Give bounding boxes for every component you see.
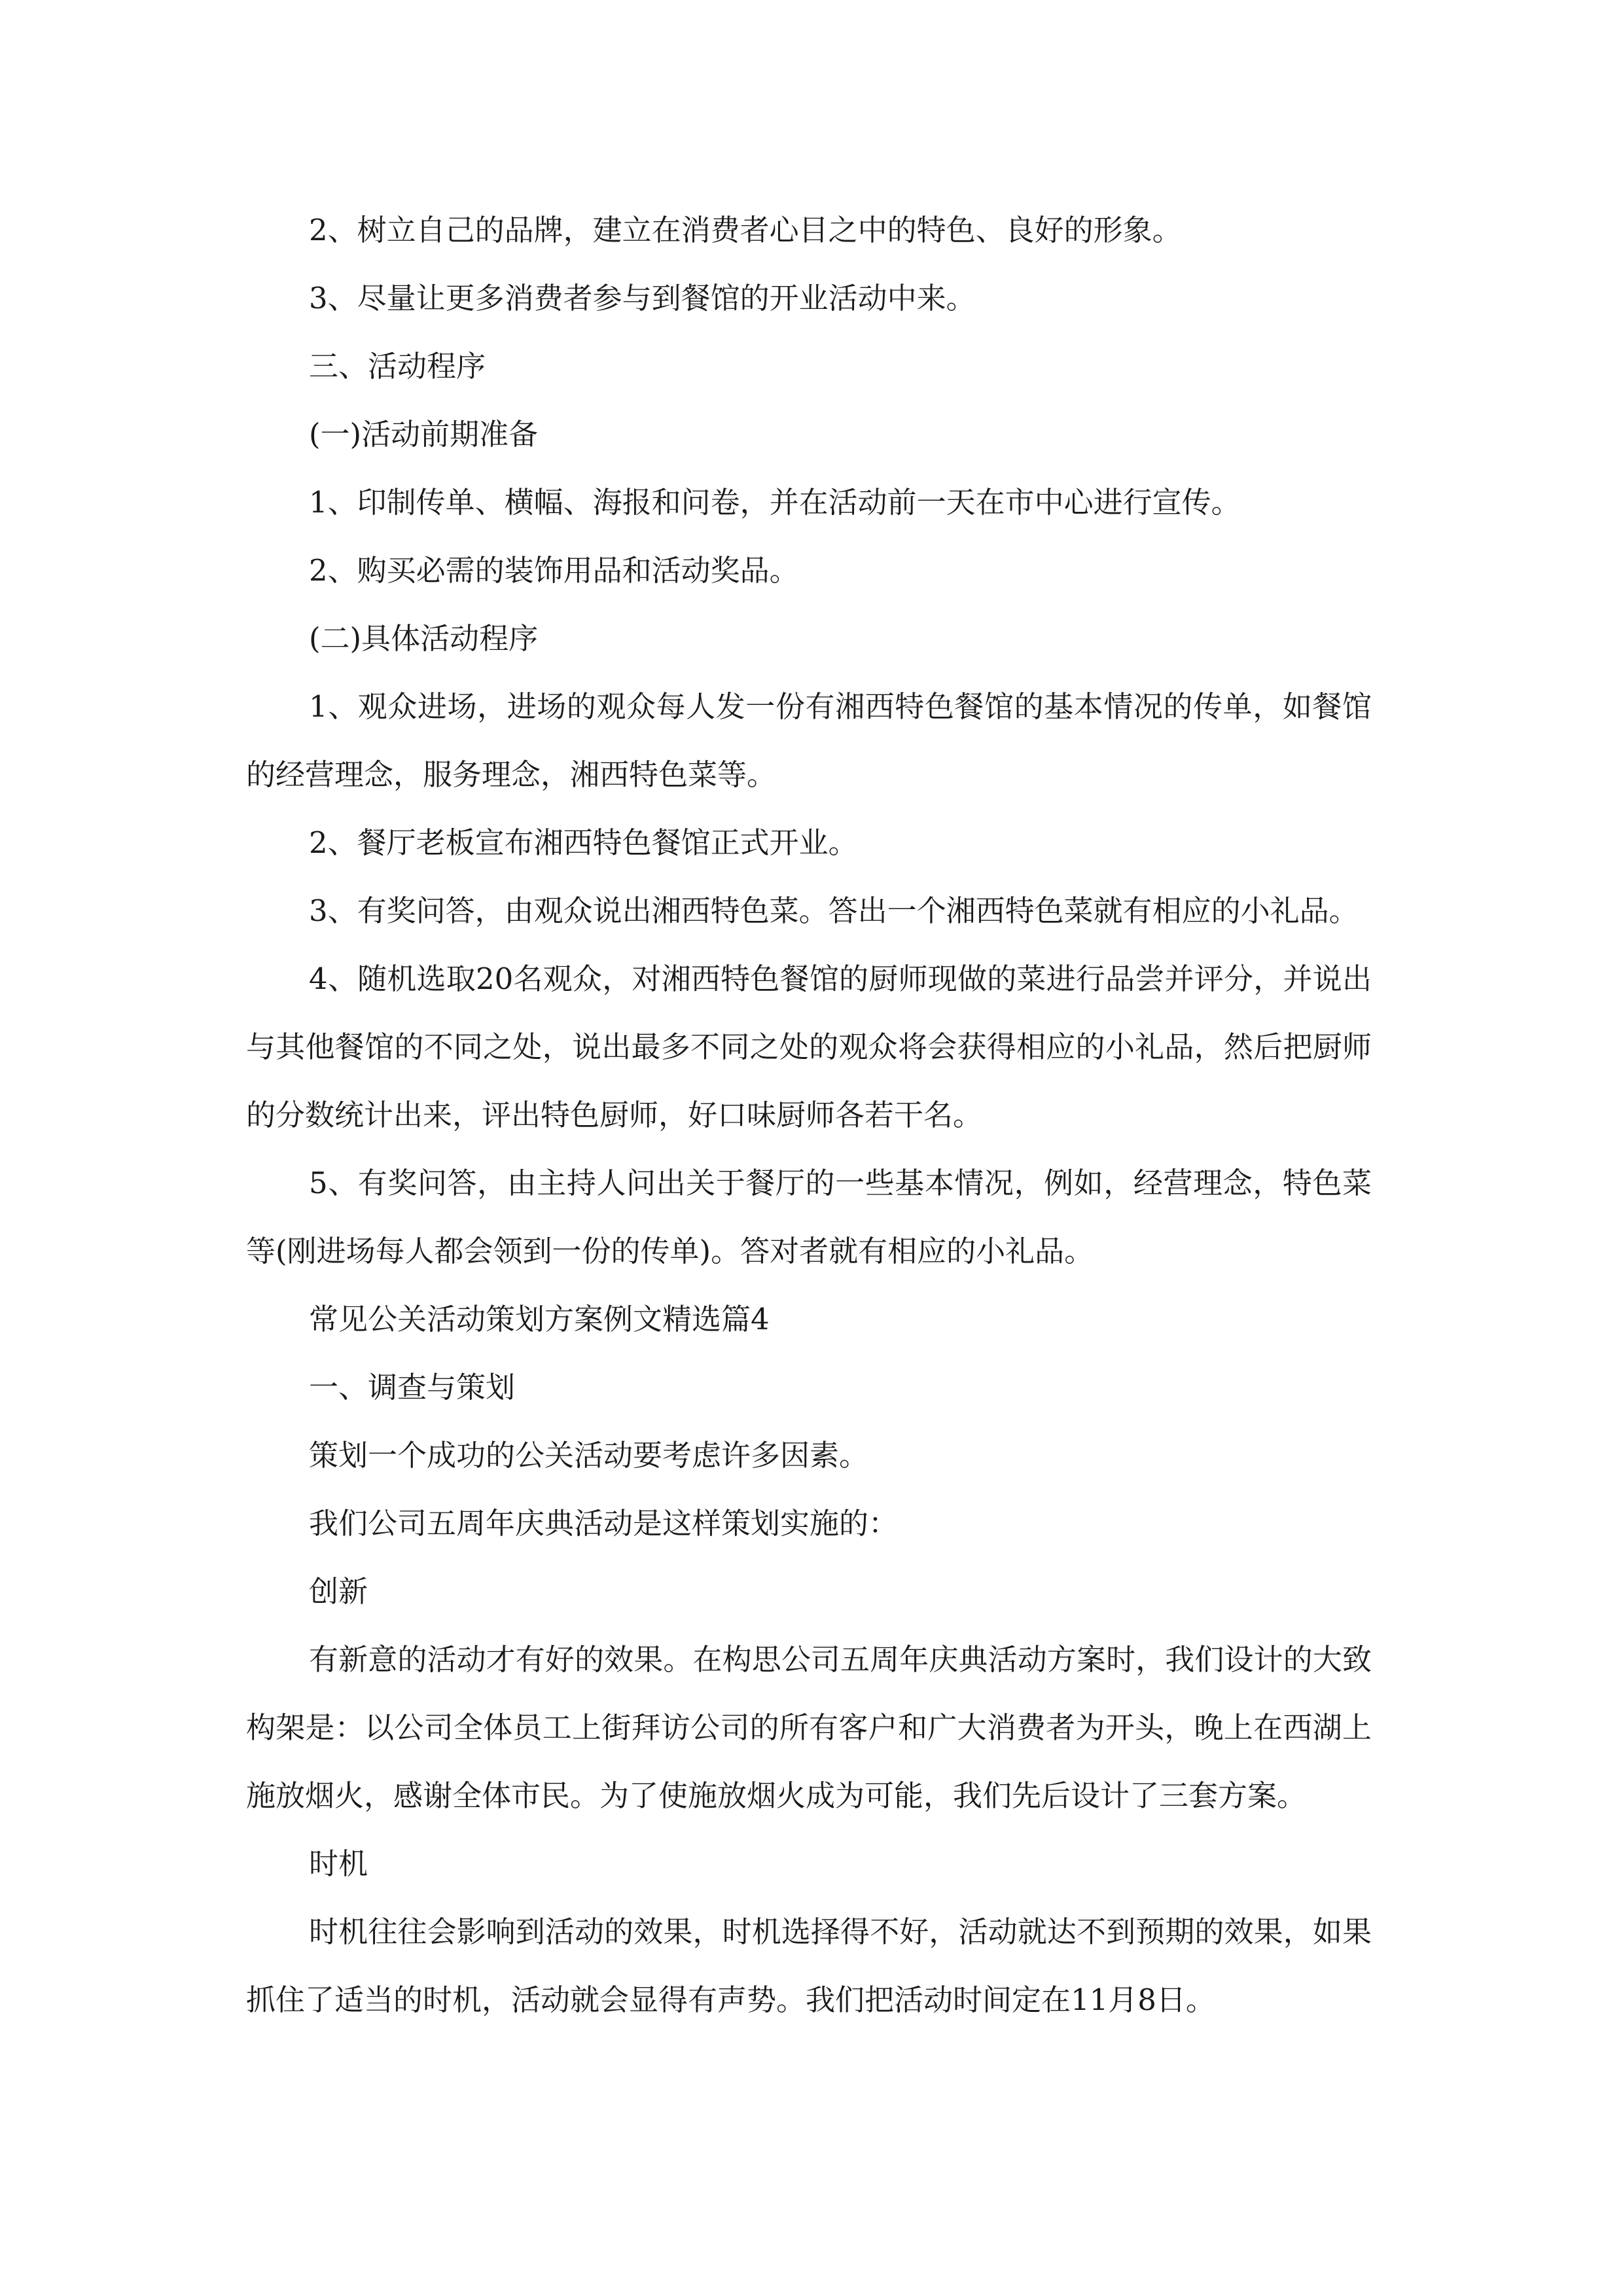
document-body [246, 196, 1372, 2034]
section-heading: 三、活动程序 [309, 349, 486, 384]
subsection-heading: 创新 [309, 1574, 368, 1609]
section-heading: 一、调查与策划 [309, 1370, 516, 1405]
article-title: 常见公关活动策划方案例文精选篇4 [309, 1302, 770, 1336]
paragraph: 4、随机选取20名观众，对湘西特色餐馆的厨师现做的菜进行品尝并评分，并说出与其他餐馆的不同之处，说出最多不同之处的观众将会获得相应的小礼品，然后把厨师的分数统计出来，评出特色厨师，好口味厨师各若干名。 [246, 961, 1372, 1132]
paragraph: 时机往往会影响到活动的效果，时机选择得不好，活动就达不到预期的效果，如果抓住了适当的时机，活动就会显得有声势。我们把活动时间定在11月8日。 [246, 1914, 1372, 2017]
subsection-heading: 时机 [309, 1846, 368, 1881]
subsection-heading: (二)具体活动程序 [309, 621, 539, 656]
paragraph: 3、尽量让更多消费者参与到餐馆的开业活动中来。 [309, 281, 976, 315]
paragraph: 1、观众进场，进场的观众每人发一份有湘西特色餐馆的基本情况的传单，如餐馆的经营理念，服务理念，湘西特色菜等。 [246, 689, 1372, 792]
paragraph: 我们公司五周年庆典活动是这样策划实施的： [309, 1506, 899, 1541]
paragraph: 1、印制传单、横幅、海报和问卷，并在活动前一天在市中心进行宣传。 [309, 485, 1241, 520]
paragraph: 2、餐厅老板宣布湘西特色餐馆正式开业。 [309, 825, 858, 860]
paragraph: 3、有奖问答，由观众说出湘西特色菜。答出一个湘西特色菜就有相应的小礼品。 [309, 893, 1359, 928]
paragraph: 2、购买必需的装饰用品和活动奖品。 [309, 553, 799, 588]
paragraph: 2、树立自己的品牌，建立在消费者心目之中的特色、良好的形象。 [309, 213, 1182, 247]
paragraph: 有新意的活动才有好的效果。在构思公司五周年庆典活动方案时，我们设计的大致构架是：以公司全体员工上街拜访公司的所有客户和广大消费者为开头，晚上在西湖上施放烟火，感谢全体市民。为了使施放烟火成为可能，我们先后设计了三套方案。 [246, 1642, 1372, 1813]
paragraph: 策划一个成功的公关活动要考虑许多因素。 [309, 1438, 869, 1473]
paragraph: 5、有奖问答，由主持人问出关于餐厅的一些基本情况，例如，经营理念，特色菜等(刚进场每人都会领到一份的传单)。答对者就有相应的小礼品。 [246, 1166, 1372, 1268]
subsection-heading: (一)活动前期准备 [309, 417, 539, 452]
